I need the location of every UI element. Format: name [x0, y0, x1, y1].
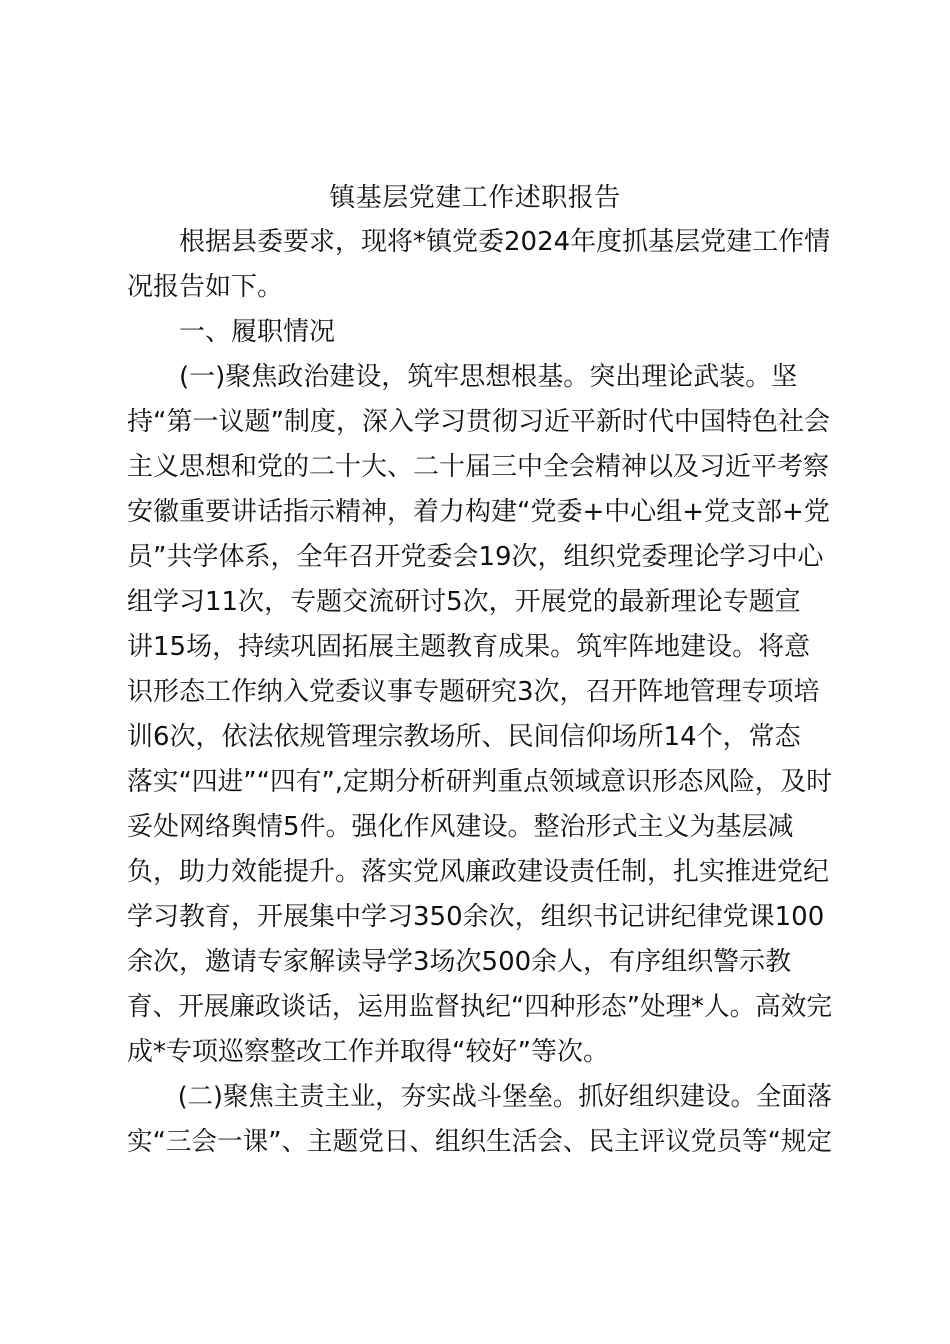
- paragraph-line: 讲15场，持续巩固拓展主题教育成果。筑牢阵地建设。将意: [127, 632, 811, 662]
- paragraph-line: 主义思想和党的二十大、二十届三中全会精神以及习近平考察: [127, 452, 830, 482]
- paragraph-line: 妥处网络舆情5件。强化作风建设。整治形式主义为基层减: [127, 812, 794, 842]
- paragraph-line: 安徽重要讲话指示精神，着力构建“党委+中心组+党支部+党: [127, 497, 830, 527]
- paragraph-line: 负，助力效能提升。落实党风廉政建设责任制，扎实推进党纪: [127, 857, 830, 887]
- paragraph-line: 余次，邀请专家解读导学3场次500余人，有序组织警示教: [127, 947, 792, 977]
- paragraph-line: 训6次，依法依规管理宗教场所、民间信仰场所14个，常态: [127, 722, 801, 752]
- paragraph-line: (二)聚焦主责主业，夯实战斗堡垒。抓好组织建设。全面落: [127, 1082, 833, 1112]
- paragraph-line: 成*专项巡察整改工作并取得“较好”等次。: [127, 1037, 609, 1067]
- document-title: 镇基层党建工作述职报告: [329, 183, 621, 213]
- paragraph-line: 落实“四进”“四有”,定期分析研判重点领域意识形态风险，及时: [127, 767, 833, 797]
- paragraph-line: 况报告如下。: [127, 272, 284, 302]
- paragraph-line: 员”共学体系，全年召开党委会19次，组织党委理论学习中心: [127, 542, 824, 572]
- paragraph-line: 学习教育，开展集中学习350余次，组织书记讲纪律党课100: [127, 902, 825, 932]
- paragraph-line: 育、开展廉政谈话，运用监督执纪“四种形态”处理*人。高效完: [127, 992, 832, 1022]
- paragraph-line: 识形态工作纳入党委议事专题研究3次，召开阵地管理专项培: [127, 677, 820, 707]
- paragraph-line: (一)聚焦政治建设，筑牢思想根基。突出理论武装。坚: [127, 362, 798, 392]
- paragraph-line: 持“第一议题”制度，深入学习贯彻习近平新时代中国特色社会: [127, 407, 830, 437]
- paragraph-line: 组学习11次，专题交流研讨5次，开展党的最新理论专题宣: [127, 587, 801, 617]
- paragraph-line: 实“三会一课”、主题党日、组织生活会、民主评议党员等“规定: [127, 1127, 833, 1157]
- section-heading: 一、履职情况: [127, 317, 336, 347]
- paragraph-line: 根据县委要求，现将*镇党委2024年度抓基层党建工作情: [127, 227, 831, 257]
